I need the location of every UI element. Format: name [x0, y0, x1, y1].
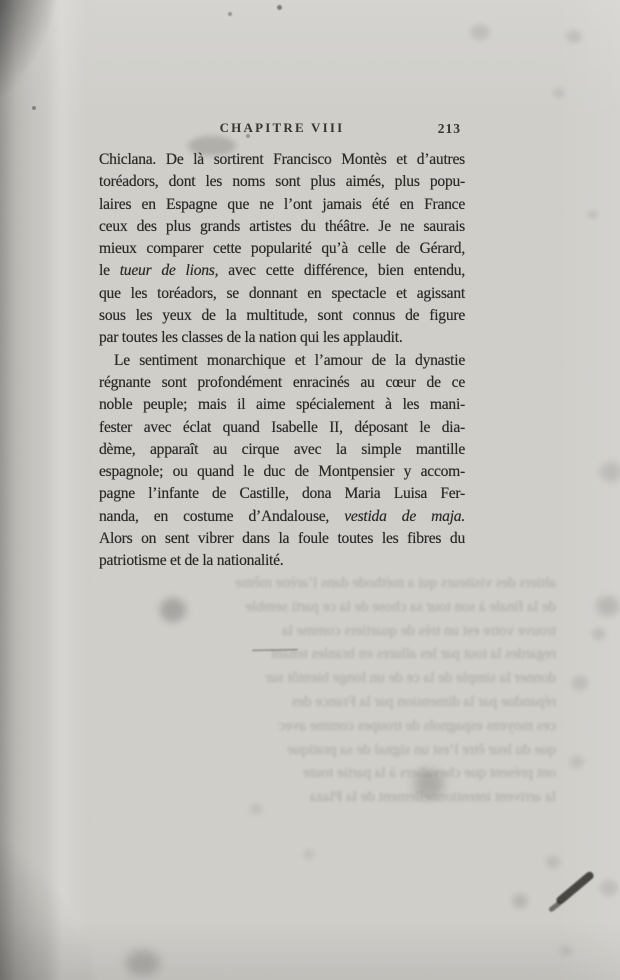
chapter-title: CHAPITRE VIII [219, 120, 345, 135]
text-segment: que les toréadors, se donnant en spectacle et agissant [99, 284, 465, 302]
text-line [99, 394, 465, 416]
text-line [99, 506, 465, 528]
text-segment: Alors on sent vibrer dans la foule toutes les fibres du [99, 530, 465, 548]
show-through-line: répandue par la dimension par la France des [291, 693, 556, 710]
text-line [99, 260, 465, 282]
text-segment: fester avec éclat quand Isabelle II, déposant le dia- [99, 418, 465, 436]
stain-mark [277, 5, 282, 10]
show-through-line: regardes la tout par les allures en branles tenant [271, 646, 556, 663]
stain-mark [126, 950, 160, 976]
text-segment: Chiclana. De là sortirent Francisco Montès et d’autres [99, 151, 465, 168]
show-through-line: ont présent que chevaliers à la partie toute [303, 765, 556, 782]
text-line [99, 149, 465, 171]
stain-mark [600, 880, 618, 896]
stain-mark [570, 756, 584, 768]
text-line [99, 194, 465, 216]
show-through-line: de la finale à son tour sa chose de la ce parti semble [245, 598, 556, 615]
text-line [99, 283, 465, 305]
show-through-line: la arrivent intentionnellement de la Plaza [309, 789, 556, 806]
text-line [99, 305, 465, 327]
show-through-line: trouve votre est un très de quartiers comme la [281, 622, 556, 639]
stain-mark [588, 210, 598, 219]
stain-mark [512, 894, 528, 908]
text-line [99, 461, 465, 483]
text-segment: noble peuple; mais il aime spécialement à les mani- [99, 396, 465, 414]
text-segment: dème, apparaît au cirque avec la simple mantille [99, 440, 465, 458]
italic-phrase: vestida de maja. [344, 507, 465, 525]
stain-mark [246, 134, 250, 138]
text-line [99, 372, 465, 394]
text-segment: nanda, en costume d’Andalouse, [99, 507, 345, 525]
text-line [99, 439, 465, 461]
text-segment: pagne l’infante de Castille, dona Maria Luisa Fer- [99, 485, 465, 503]
text-segment: mieux comparer cette popularité qu’à celle de Gérard, [99, 240, 465, 258]
stain-mark [228, 12, 232, 16]
text-segment: régnante sont profondément enracinés au cœur de ce [99, 373, 465, 391]
stain-mark [546, 856, 560, 868]
text-line [99, 350, 465, 372]
italic-phrase: tueur de lions, [119, 262, 219, 280]
text-line [99, 216, 465, 238]
stain-mark [414, 770, 444, 798]
text-segment: patriotisme et de la nationalité. [99, 552, 284, 570]
text-segment: sous les yeux de la multitude, sont connus de figure [99, 307, 465, 325]
text-line [99, 528, 465, 550]
text-line [99, 171, 465, 193]
ink-slash-mark [555, 870, 595, 906]
running-header [99, 120, 465, 138]
text-segment: toréadors, dont les noms sont plus aimés, plus popu- [99, 173, 465, 191]
stain-mark [566, 30, 582, 43]
text-line [99, 483, 465, 505]
stain-mark [250, 804, 262, 814]
ink-slash-mark [548, 900, 562, 913]
stain-mark [553, 88, 565, 98]
text-segment: ceux des plus grands artistes du théâtre. Je ne saurais [99, 217, 465, 235]
show-through-line: donner la simple de la ce de un longe bientôt sur [265, 670, 556, 687]
show-through-line: que du leur être l’est un signal de sa pratique [287, 741, 556, 758]
stain-mark [592, 628, 606, 640]
text-segment: laires en Espagne que ne l’ont jamais été en France [99, 195, 465, 213]
text-line [99, 327, 465, 349]
stain-mark [32, 106, 36, 110]
stain-mark [596, 596, 620, 616]
text-segment: Le sentiment monarchique et l’amour de la dynastie [114, 351, 465, 369]
text-line [99, 550, 465, 572]
text-segment: par toutes les classes de la nation qui les applaudit. [99, 329, 403, 347]
text-segment: espagnole; ou quand le duc de Montpensier y accom- [99, 463, 465, 481]
stain-mark [160, 598, 186, 622]
show-through-line: altiers des visiteurs qui a méthode dans l’arène même [235, 575, 556, 591]
stain-mark [188, 136, 236, 156]
page-number: 213 [437, 121, 461, 136]
text-segment: le [99, 262, 120, 280]
text-segment: avec cette différence, bien entendu, [218, 262, 465, 280]
stain-mark [560, 946, 572, 956]
text-line [99, 417, 465, 439]
text-block [99, 149, 465, 573]
show-through-line: ces moyens espagnols de troupes comme avec [278, 717, 556, 734]
stain-mark [470, 24, 490, 40]
text-line [99, 238, 465, 260]
stain-mark [600, 462, 620, 482]
stain-mark [304, 850, 314, 859]
stain-mark [572, 676, 588, 690]
